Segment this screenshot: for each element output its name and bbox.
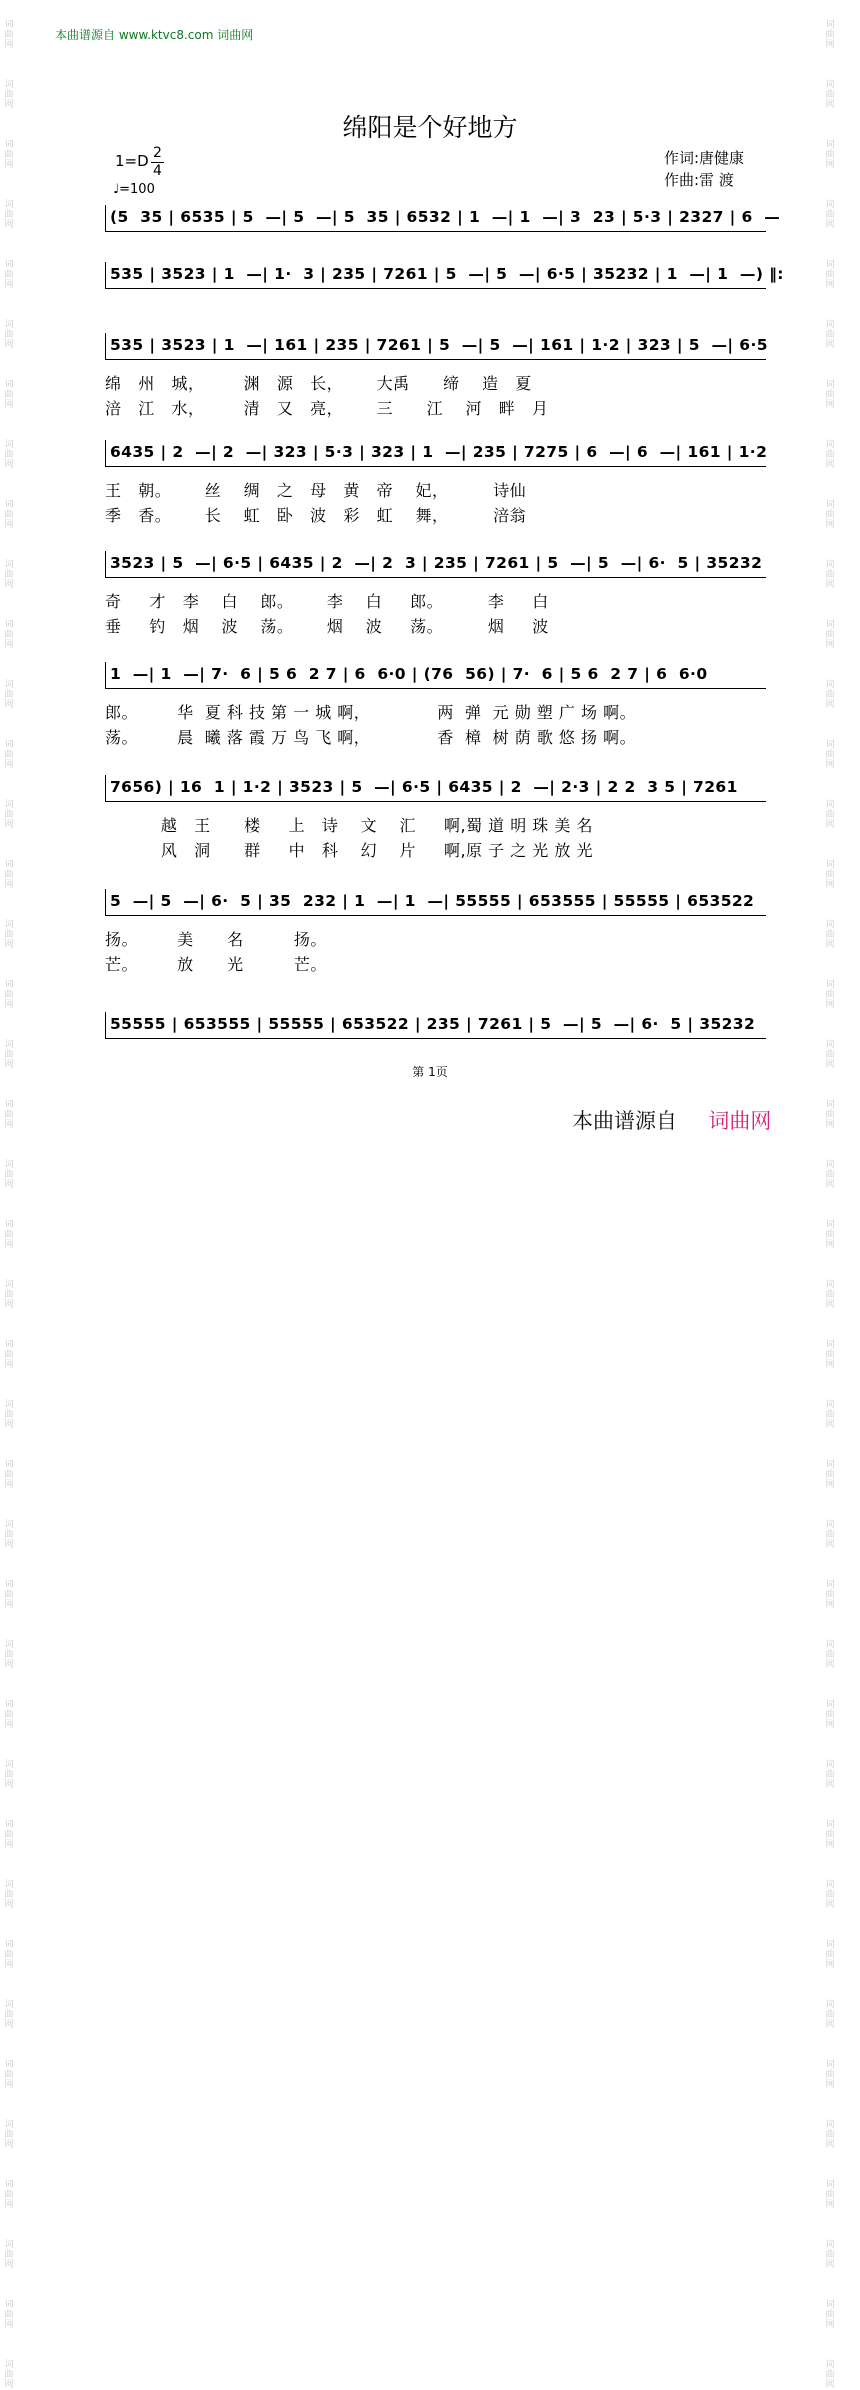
notation-line: 535 | 3523 | 1 —| 161 | 235 | 7261 | 5 —| 5 —| 161 | 1·2 | 323 | 5 —| 6·5 xyxy=(110,336,768,354)
notation-line: 5 —| 5 —| 6· 5 | 35 232 | 1 —| 1 —| 55555 | 653555 | 55555 | 653522 xyxy=(110,892,755,910)
watermark-left: 词 曲 网 词 曲 网 词 曲 网 词 曲 网 词 曲 网 词 曲 网 词 曲 网 词 曲 网 词 曲 网 词 曲 网 词 曲 网 词 曲 网 词 曲 网 词 曲 网 词 曲 网 词 曲 网 词 曲 网 词 曲 网 词 曲 网 词 曲 网 词 曲 网 词 曲 网 词 曲 网 词 曲 网 词 曲 网 词 曲 网 词 曲 网 词 曲 网 词 曲 网 词 曲 网 词 曲 网 词 曲 网 词 曲 网 词 曲 网 词 曲 网 词 曲 网 词 曲 网 词 曲 网 词 曲 网 词 曲 网 xyxy=(4,20,14,2390)
score-row xyxy=(105,262,784,289)
song-title: 绵阳是个好地方 xyxy=(342,113,518,142)
lyrics-verse-1: 绵 州 城， 渊 源 长， 大禹 缔 造 夏 xyxy=(105,374,532,393)
notation-line: 55555 | 653555 | 55555 | 653522 | 235 | 7261 | 5 —| 5 —| 6· 5 | 35232 xyxy=(110,1015,756,1033)
lyrics-verse-2: 风 洞 群 中 科 幻 片 啊,原 子 之 光 放 光 xyxy=(105,841,593,860)
lyrics-verse-1: 王 朝。 丝 绸 之 母 黄 帝 妃， 诗仙 xyxy=(105,481,527,500)
source-header[interactable]: 本曲谱源自 www.ktvc8.com 词曲网 xyxy=(55,28,254,42)
notation-line: 7656) | 16 1 | 1·2 | 3523 | 5 —| 6·5 | 6435 | 2 —| 2·3 | 2 2 3 5 | 7261 xyxy=(110,778,738,796)
score-row xyxy=(105,333,766,360)
tempo-mark: ♩=100 xyxy=(113,182,155,197)
score-row xyxy=(105,662,766,689)
notation-line: 1 —| 1 —| 7· 6 | 5 6 2 7 | 6 6·0 | (76 56) | 7· 6 | 5 6 2 7 | 6 6·0 xyxy=(110,665,708,683)
notation-line: 535 | 3523 | 1 —| 1· 3 | 235 | 7261 | 5 —| 5 —| 6·5 | 35232 | 1 —| 1 —) ‖: xyxy=(110,265,784,283)
score-row xyxy=(105,551,766,578)
lyrics-verse-1: 扬。 美 名 扬。 xyxy=(105,930,327,949)
lyrics-verse-1: 奇 才 李 白 郎。 李 白 郎。 李 白 xyxy=(105,592,549,611)
notation-line: 3523 | 5 —| 6·5 | 6435 | 2 —| 2 3 | 235 | 7261 | 5 —| 5 —| 6· 5 | 35232 xyxy=(110,554,763,572)
lyrics-verse-2: 荡。 晨 曦 落 霞 万 鸟 飞 啊， 香 樟 树 荫 歌 悠 扬 啊。 xyxy=(105,728,637,747)
page-number: 第 1页 xyxy=(412,1065,448,1079)
time-signature xyxy=(151,145,164,180)
time-bottom: 4 xyxy=(153,163,162,179)
lyrics-verse-2: 垂 钓 烟 波 荡。 烟 波 荡。 烟 波 xyxy=(105,617,549,636)
score-row xyxy=(105,205,781,232)
lyrics-verse-2: 涪 江 水， 清 又 亮， 三 江 河 畔 月 xyxy=(105,399,549,418)
lyrics-verse-2: 芒。 放 光 芒。 xyxy=(105,955,327,974)
score-row xyxy=(105,889,766,916)
lyrics-verse-1: 郎。 华 夏 科 技 第 一 城 啊， 两 弹 元 勋 塑 广 场 啊。 xyxy=(105,703,637,722)
lyricist: 作词:唐健康 xyxy=(664,149,745,167)
watermark-right: 词 曲 网 词 曲 网 词 曲 网 词 曲 网 词 曲 网 词 曲 网 词 曲 网 词 曲 网 词 曲 网 词 曲 网 词 曲 网 词 曲 网 词 曲 网 词 曲 网 词 曲 网 词 曲 网 词 曲 网 词 曲 网 词 曲 网 词 曲 网 词 曲 网 词 曲 网 词 曲 网 词 曲 网 词 曲 网 词 曲 网 词 曲 网 词 曲 网 词 曲 网 词 曲 网 词 曲 网 词 曲 网 词 曲 网 词 曲 网 词 曲 网 词 曲 网 词 曲 网 词 曲 网 词 曲 网 词 曲 网 xyxy=(825,20,835,2390)
score-row xyxy=(105,440,766,467)
composer: 作曲:雷 渡 xyxy=(664,171,734,189)
score-row xyxy=(105,1012,766,1039)
credits xyxy=(664,147,744,191)
notation-line: (5 35 | 6535 | 5 —| 5 —| 5 35 | 6532 | 1 —| 1 —| 3 23 | 5·3 | 2327 | 6 — xyxy=(110,208,781,226)
time-top: 2 xyxy=(153,145,162,161)
score-row xyxy=(105,775,766,802)
brand-name: 词曲网 xyxy=(708,1109,772,1133)
lyrics-verse-1: 越 王 楼 上 诗 文 汇 啊,蜀 道 明 珠 美 名 xyxy=(105,816,593,835)
brand-logo[interactable] xyxy=(572,1105,771,1135)
notation-line: 6435 | 2 —| 2 —| 323 | 5·3 | 323 | 1 —| 235 | 7275 | 6 —| 6 —| 161 | 1·2 xyxy=(110,443,768,461)
brand-text: 本曲谱源自 xyxy=(572,1109,677,1133)
lyrics-verse-2: 季 香。 长 虹 卧 波 彩 虹 舞， 涪翁 xyxy=(105,506,527,525)
key-signature: 1=D xyxy=(115,152,149,170)
